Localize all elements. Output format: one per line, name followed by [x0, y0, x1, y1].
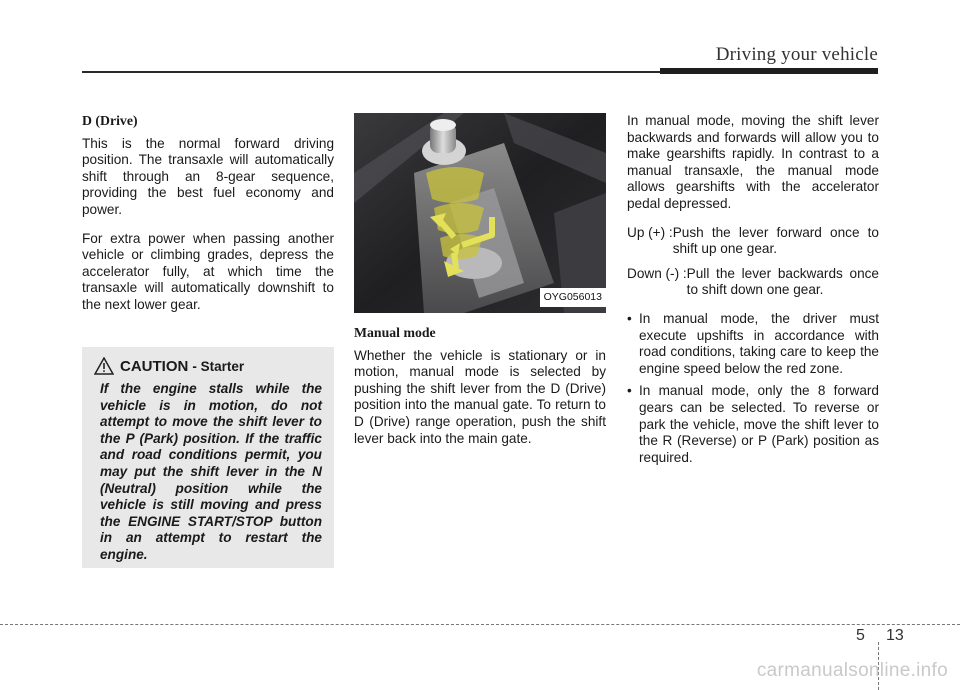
caution-title: CAUTION [120, 357, 189, 375]
manual-mode-description: In manual mode, moving the shift lever backwards and forwards will allow you to make gearshifts rapidly. In contrast to a manual transaxle, the manual mode allows gearshifts with the accelerator pedal depressed. [627, 113, 879, 211]
column-left [82, 113, 334, 326]
downshift-definition [627, 266, 879, 299]
shift-lever-figure [354, 113, 606, 313]
figure-code: OYG056013 [540, 288, 606, 307]
drive-paragraph-1: This is the normal forward driving position. The transaxle will automatically shift through an 8-gear sequence, providing the best fuel economy and power. [82, 135, 334, 217]
page-number: 13 [886, 627, 904, 644]
header-rule-accent [660, 68, 878, 74]
section-title: Driving your vehicle [715, 44, 878, 65]
list-item: • In manual mode, only the 8 forward gears can be selected. To reverse or park the vehicle, move the shift lever to the R (Reverse) or P (Park) position as required. [627, 383, 879, 466]
upshift-description: Push the lever forward once to shift up one gear. [672, 224, 879, 257]
watermark: carmanualsonline.info [756, 660, 948, 681]
drive-heading: D (Drive) [82, 113, 138, 128]
caution-subtitle: - Starter [192, 358, 245, 374]
column-right [627, 113, 879, 472]
caution-header [94, 357, 322, 375]
chapter-number: 5 [856, 627, 865, 644]
warning-triangle-icon [94, 357, 114, 375]
manual-mode-notes [627, 311, 879, 466]
upshift-term: Up (+) : [627, 224, 673, 240]
caution-box [82, 347, 334, 568]
upshift-definition [627, 225, 879, 258]
downshift-term: Down (-) : [627, 265, 687, 281]
caution-body: If the engine stalls while the vehicle is in motion, do not attempt to move the shift lever to the P (Park) position. If the traffic and road conditions permit, you may put the shift lever in the N (Neutral) position while the vehicle is still moving and press the ENGINE START/STOP button in an attempt to restart the engine. [100, 381, 322, 562]
footer-rule [0, 624, 960, 625]
manual-mode-heading: Manual mode [354, 325, 436, 340]
manual-mode-paragraph: Whether the vehicle is stationary or in motion, manual mode is selected by pushing the shift lever from the D (Drive) position into the manual gate. To return to D (Drive) range operation, push the shift lever back into the main gate. [354, 347, 606, 446]
drive-paragraph-2: For extra power when passing another vehicle or climbing grades, depress the accelerator fully, at which time the transaxle will automatically downshift to the next lower gear. [82, 230, 334, 312]
shift-lever-illustration [354, 113, 606, 313]
header-rule [82, 71, 660, 73]
list-item: • In manual mode, the driver must execute upshifts in accordance with road conditions, taking care to keep the engine speed below the red zone. [627, 311, 879, 377]
column-middle [354, 113, 606, 459]
downshift-description: Pull the lever backwards once to shift down one gear. [686, 265, 879, 298]
